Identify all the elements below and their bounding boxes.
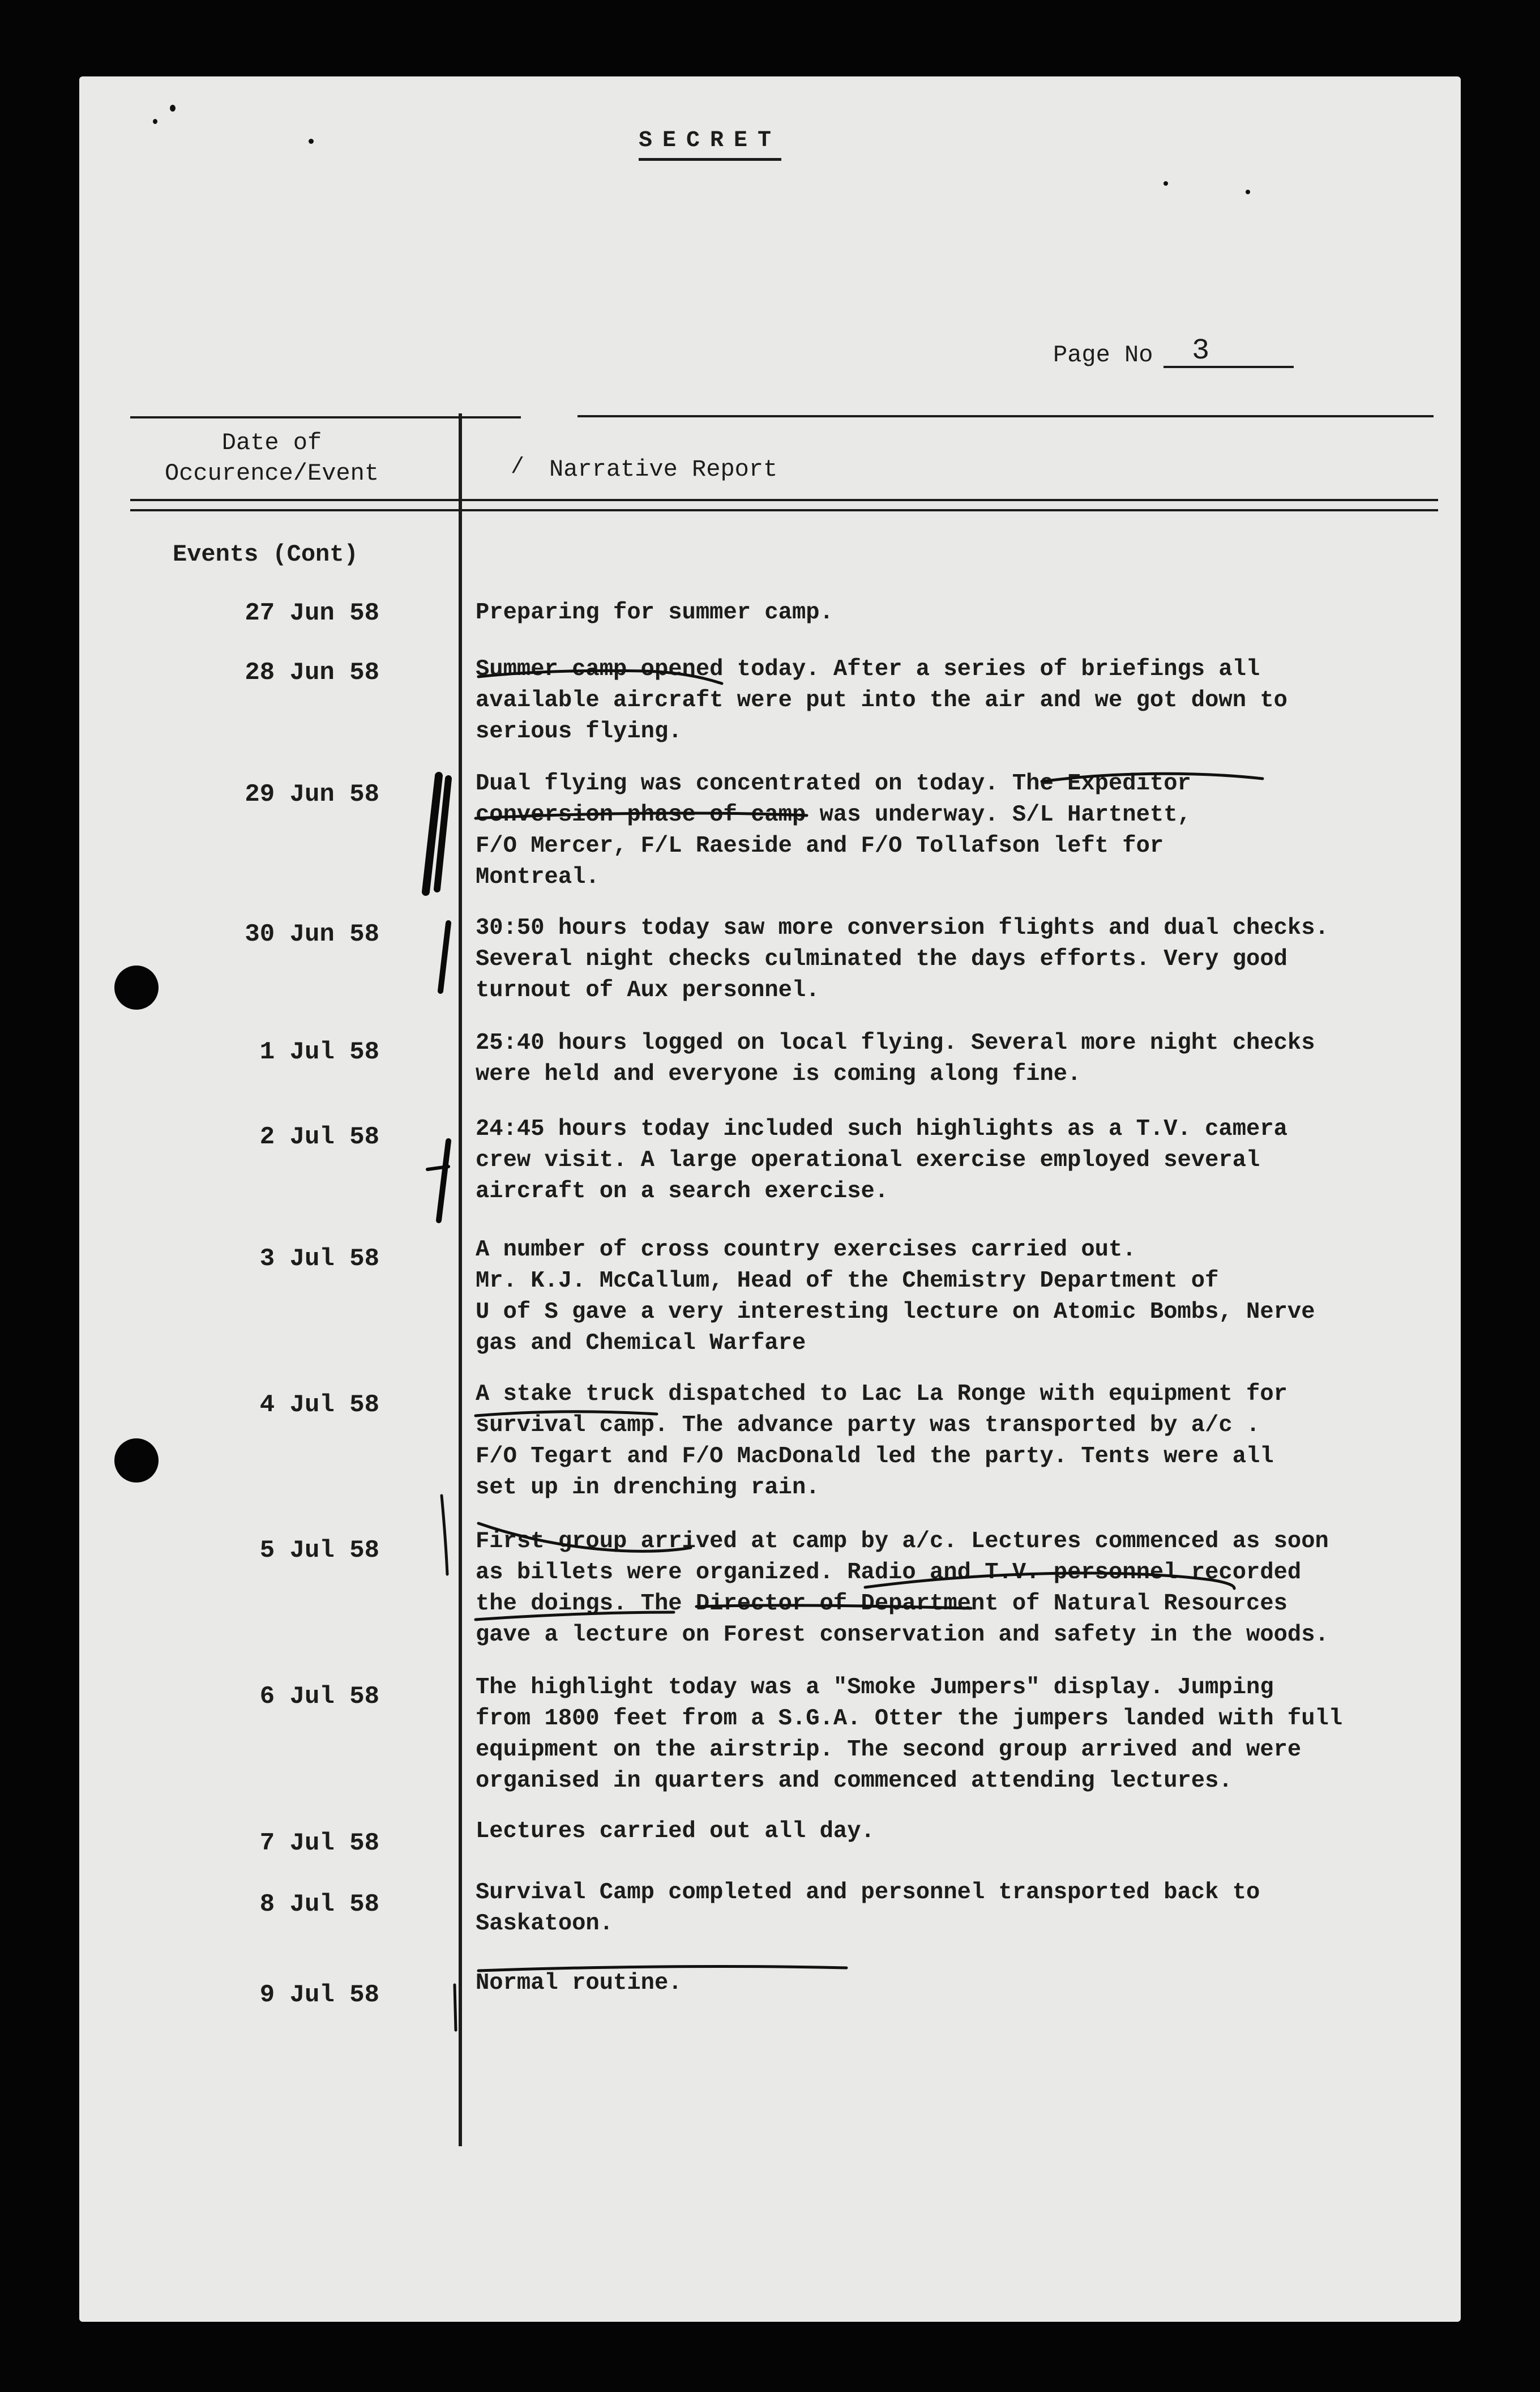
entry-date: 4 Jul 58 xyxy=(259,1391,379,1419)
entry-date: 3 Jul 58 xyxy=(259,1245,379,1273)
punch-hole xyxy=(114,966,159,1010)
header-rule-right xyxy=(578,415,1434,417)
column-header-date: Date of Occurence/Event xyxy=(164,429,379,487)
entry-date: 1 Jul 58 xyxy=(259,1038,379,1066)
entry-text: Dual flying was concentrated on today. The Expeditor conversion phase of camp was underway. S/L Hartnett, F/O Mercer, F/L Raeside and F/O Tollafson left for Montreal. xyxy=(476,771,1191,890)
margin-mark xyxy=(437,779,448,889)
entry-date: 28 Jun 58 xyxy=(245,659,379,687)
entry-text: The highlight today was a "Smoke Jumpers" display. Jumping from 1800 feet from a S.G.A. Otter the jumpers landed with full equipment on the airstrip. The second group arrived and were organised in quarters and commenced attending lectures. xyxy=(476,1675,1343,1794)
column-header-mark: / xyxy=(511,455,525,480)
entry-text: Summer camp opened today. After a series of briefings all available aircraft were put into the air and we got down to serious flying. xyxy=(476,656,1287,745)
entry-text: Survival Camp completed and personnel transported back to Saskatoon. xyxy=(476,1880,1260,1937)
column-header-narrative: Narrative Report xyxy=(549,456,778,483)
entry-date: 7 Jul 58 xyxy=(259,1829,379,1857)
entry-text: 25:40 hours logged on local flying. Several more night checks were held and everyone is coming along fine. xyxy=(476,1030,1315,1087)
entry-text: A number of cross country exercises carried out. Mr. K.J. McCallum, Head of the Chemistry Department of U of S gave a very interesting lecture on Atomic Bombs, Nerve gas and Chemical Warfare xyxy=(476,1237,1315,1356)
entry-text: First group arrived at camp by a/c. Lectures commenced as soon as billets were organized. Radio and T.V. personnel recorded the doings. The Director of Department of Natural Resources gave a lecture on Forest conservation and safety in the woods. xyxy=(476,1528,1329,1648)
entry-date: 30 Jun 58 xyxy=(245,920,379,949)
entry-date: 27 Jun 58 xyxy=(245,599,379,627)
entry-text: 30:50 hours today saw more conversion flights and dual checks. Several night checks culminated the days efforts. Very good turnout of Aux personnel. xyxy=(476,915,1329,1003)
speck xyxy=(1246,190,1250,194)
margin-mark xyxy=(440,923,448,991)
entry-text: Lectures carried out all day. xyxy=(476,1818,875,1844)
page-number-value: 3 xyxy=(1163,334,1294,368)
entry-text: Normal routine. xyxy=(476,1970,682,1996)
header-rule-left xyxy=(130,416,521,418)
margin-mark xyxy=(426,776,439,892)
speck xyxy=(309,139,314,144)
entry-date: 29 Jun 58 xyxy=(245,780,379,809)
entry-date: 9 Jul 58 xyxy=(259,1981,379,2009)
entry-text: Preparing for summer camp. xyxy=(476,600,833,626)
entry-date: 6 Jul 58 xyxy=(259,1682,379,1711)
speck xyxy=(170,105,176,112)
speck xyxy=(1163,181,1168,186)
margin-mark xyxy=(439,1141,448,1220)
punch-hole xyxy=(114,1438,159,1483)
page-number-label: Page No xyxy=(1053,341,1153,369)
header-rule-double-2 xyxy=(130,509,1438,511)
entry-date: 2 Jul 58 xyxy=(259,1123,379,1151)
speck xyxy=(153,119,157,124)
column-divider xyxy=(459,413,462,2146)
section-title: Events (Cont) xyxy=(173,541,358,568)
header-rule-double-1 xyxy=(130,499,1438,501)
document-page xyxy=(79,76,1461,2322)
entry-date: 8 Jul 58 xyxy=(259,1890,379,1919)
margin-mark xyxy=(427,1167,448,1169)
entry-text: A stake truck dispatched to Lac La Ronge with equipment for survival camp. The advance party was transported by a/c . F/O Tegart and F/O MacDonald led the party. Tents were all set up in drenching rain. xyxy=(476,1381,1287,1501)
margin-mark xyxy=(442,1496,447,1574)
entry-date: 5 Jul 58 xyxy=(259,1536,379,1565)
margin-mark xyxy=(455,1985,456,2030)
entry-text: 24:45 hours today included such highlights as a T.V. camera crew visit. A large operational exercise employed several aircraft on a search exercise. xyxy=(476,1116,1287,1204)
classification-heading: SECRET xyxy=(639,127,781,161)
